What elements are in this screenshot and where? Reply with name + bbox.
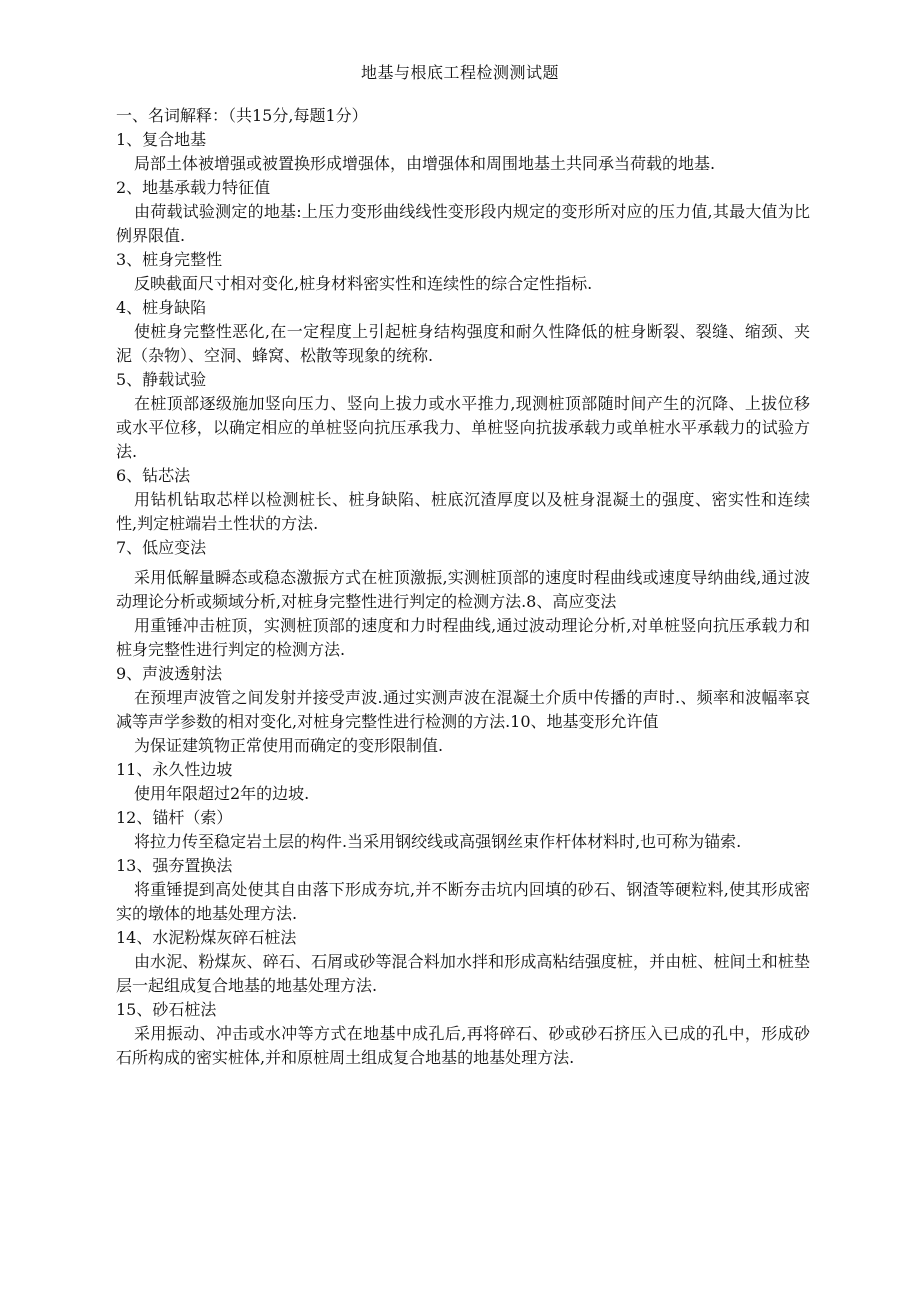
term-13: 13、强夯置换法: [116, 856, 233, 875]
definition-10: 为保证建筑物正常使用而确定的变形限制值.: [134, 736, 444, 755]
definition-11: 使用年限超过2年的边坡.: [134, 784, 310, 803]
definition-13: 将重锤提到高处使其自由落下形成夯坑,并不断夯击坑内回填的砂石、钢渣等硬粒料,使其形成密实的墩体的地基处理方法.: [116, 880, 810, 923]
term-5: 5、静载试验: [116, 370, 207, 389]
definition-12: 将拉力传至稳定岩土层的构件.当采用钢绞线或高强钢丝束作杆体材料时,也可称为锚索.: [134, 832, 742, 851]
term-3: 3、桩身完整性: [116, 250, 223, 269]
document-title: 地基与根底工程检测测试题: [360, 63, 559, 82]
definition-3: 反映截面尺寸相对变化,桩身材料密实性和连续性的综合定性指标.: [134, 274, 593, 293]
definition-5: 在桩顶部逐级施加竖向压力、竖向上拔力或水平推力,现测桩顶部随时间产生的沉降、上拔位移或水平位移，以确定相应的单桩竖向抗压承我力、单桩竖向抗拔承载力或单桩水平承载力的试验方法.: [116, 394, 810, 461]
term-6: 6、钻芯法: [116, 466, 191, 485]
definition-2: 由荷载试验测定的地基:上压力变形曲线线性变形段内规定的变形所对应的压力值,其最大值为比例界限值.: [116, 202, 810, 245]
term-1: 1、复合地基: [116, 130, 207, 149]
definition-6: 用钻机钻取芯样以检测桩长、桩身缺陷、桩底沉渣厚度以及桩身混凝土的强度、密实性和连续性,判定桩端岩土性状的方法.: [116, 490, 810, 533]
term-7: 7、低应变法: [116, 538, 207, 557]
definition-1: 局部土体被增强或被置换形成增强体，由增强体和周围地基土共同承当荷载的地基.: [134, 154, 716, 173]
definition-8: 用重锤冲击桩顶，实测桩顶部的速度和力时程曲线,通过波动理论分析,对单桩竖向抗压承载力和桩身完整性进行判定的检测方法.: [116, 616, 810, 659]
term-9: 9、声波透射法: [116, 664, 223, 683]
section-heading: 一、名词解释：（共15分,每题1分）: [116, 106, 368, 125]
term-14: 14、水泥粉煤灰碎石桩法: [116, 928, 297, 947]
definition-4: 使桩身完整性恶化,在一定程度上引起桩身结构强度和耐久性降低的桩身断裂、裂缝、缩颈、夹泥（杂物）、空洞、蜂窝、松散等现象的统称.: [116, 322, 810, 365]
definition-14: 由水泥、粉煤灰、碎石、石屑或砂等混合料加水拌和形成高粘结强度桩，并由桩、桩间土和桩垫层一起组成复合地基的地基处理方法.: [116, 952, 810, 995]
definition-7: 采用低解量瞬态或稳态激振方式在桩顶激振,实测桩顶部的速度时程曲线或速度导纳曲线,通过波动理论分析或频域分析,对桩身完整性进行判定的检测方法.8、高应变法: [116, 568, 810, 611]
definition-9: 在预埋声波管之间发射并接受声波.通过实测声波在混凝土介质中传播的声时.、频率和波幅率哀减等声学参数的相对变化,对桩身完整性进行检测的方法.10、地基变形允许值: [116, 688, 810, 731]
definition-15: 采用振动、冲击或水冲等方式在地基中成孔后,再将碎石、砂或砂石挤压入已成的孔中，形成砂石所构成的密实桩体,并和原桩周土组成复合地基的地基处理方法.: [116, 1024, 810, 1067]
term-4: 4、桩身缺陷: [116, 298, 207, 317]
document-body: [116, 104, 810, 1070]
term-11: 11、永久性边坡: [116, 760, 233, 779]
term-2: 2、地基承载力特征值: [116, 178, 271, 197]
term-12: 12、锚杆（索）: [116, 808, 233, 827]
term-15: 15、砂石桩法: [116, 1000, 217, 1019]
